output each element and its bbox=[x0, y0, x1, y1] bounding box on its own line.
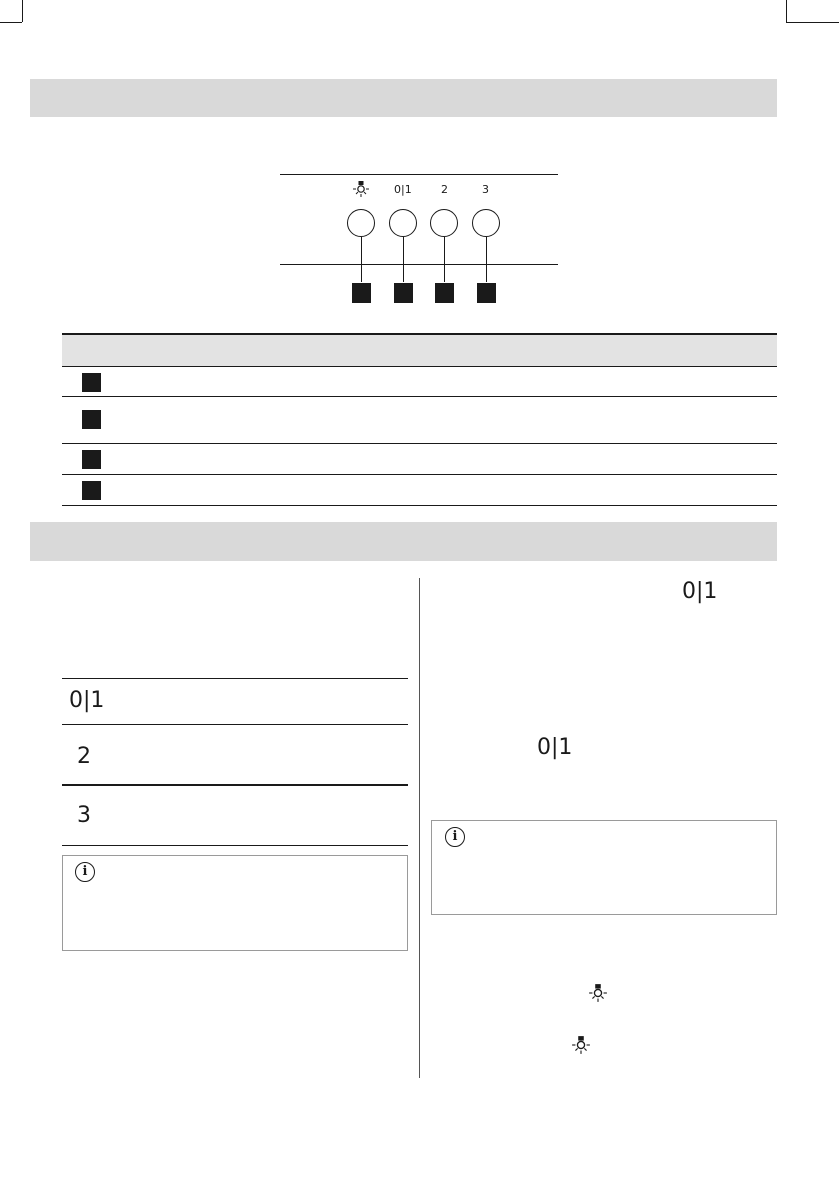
speed-3-button[interactable] bbox=[472, 209, 500, 237]
legend-table bbox=[62, 333, 777, 507]
leader-line-3 bbox=[444, 237, 445, 282]
crop-mark-left bbox=[0, 22, 22, 23]
leader-line-2 bbox=[403, 237, 404, 282]
light-button[interactable] bbox=[347, 209, 375, 237]
legend-table-header bbox=[62, 335, 777, 366]
callout-marker-3 bbox=[435, 283, 454, 303]
crop-mark-vertical-right bbox=[786, 0, 787, 22]
legend-row-rule-3 bbox=[62, 474, 777, 475]
callout-marker-4 bbox=[477, 283, 496, 303]
info-note-left bbox=[62, 855, 408, 951]
legend-row-rule-1 bbox=[62, 396, 777, 397]
info-icon: i bbox=[75, 862, 95, 882]
legend-marker-3 bbox=[82, 450, 101, 469]
light-bulb-icon bbox=[352, 180, 370, 198]
panel-bottom-line bbox=[280, 264, 558, 265]
speed-2-button[interactable] bbox=[430, 209, 458, 237]
button-label-on-off: 0|1 bbox=[394, 183, 412, 196]
legend-table-header-rule bbox=[62, 366, 777, 367]
callout-marker-2 bbox=[394, 283, 413, 303]
crop-mark-right bbox=[786, 22, 839, 23]
legend-marker-4 bbox=[82, 481, 101, 500]
speed-row-on-off: 0|1 bbox=[69, 688, 105, 713]
speed-row-3: 3 bbox=[77, 803, 91, 828]
speed-row-2: 2 bbox=[77, 744, 91, 769]
info-icon: i bbox=[445, 827, 465, 847]
legend-marker-1 bbox=[82, 373, 101, 392]
speed-table-rule-1 bbox=[62, 724, 408, 725]
callout-marker-1 bbox=[352, 283, 371, 303]
button-label-speed-3: 3 bbox=[482, 183, 489, 196]
inline-on-off-symbol-2: 0|1 bbox=[537, 735, 573, 760]
speed-table-top-rule bbox=[62, 678, 408, 679]
column-divider bbox=[419, 578, 420, 1078]
on-off-button[interactable] bbox=[389, 209, 417, 237]
legend-row-rule-2 bbox=[62, 443, 777, 444]
legend-row-rule-4 bbox=[62, 505, 777, 506]
legend-marker-2 bbox=[82, 410, 101, 429]
crop-mark-vertical-left bbox=[22, 0, 23, 22]
info-note-right bbox=[431, 820, 777, 915]
leader-line-4 bbox=[486, 237, 487, 282]
speed-table bbox=[62, 678, 408, 848]
leader-line-1 bbox=[361, 237, 362, 282]
speed-table-rule-2 bbox=[62, 784, 408, 786]
section-header-bar-1 bbox=[30, 79, 777, 117]
speed-table-rule-3 bbox=[62, 845, 408, 846]
control-panel-diagram bbox=[280, 170, 560, 310]
inline-on-off-symbol-1: 0|1 bbox=[682, 579, 718, 604]
panel-top-line bbox=[280, 174, 558, 175]
button-label-speed-2: 2 bbox=[441, 183, 448, 196]
section-header-bar-2 bbox=[30, 522, 777, 561]
light-bulb-icon bbox=[588, 983, 608, 1003]
light-bulb-icon bbox=[571, 1035, 591, 1055]
